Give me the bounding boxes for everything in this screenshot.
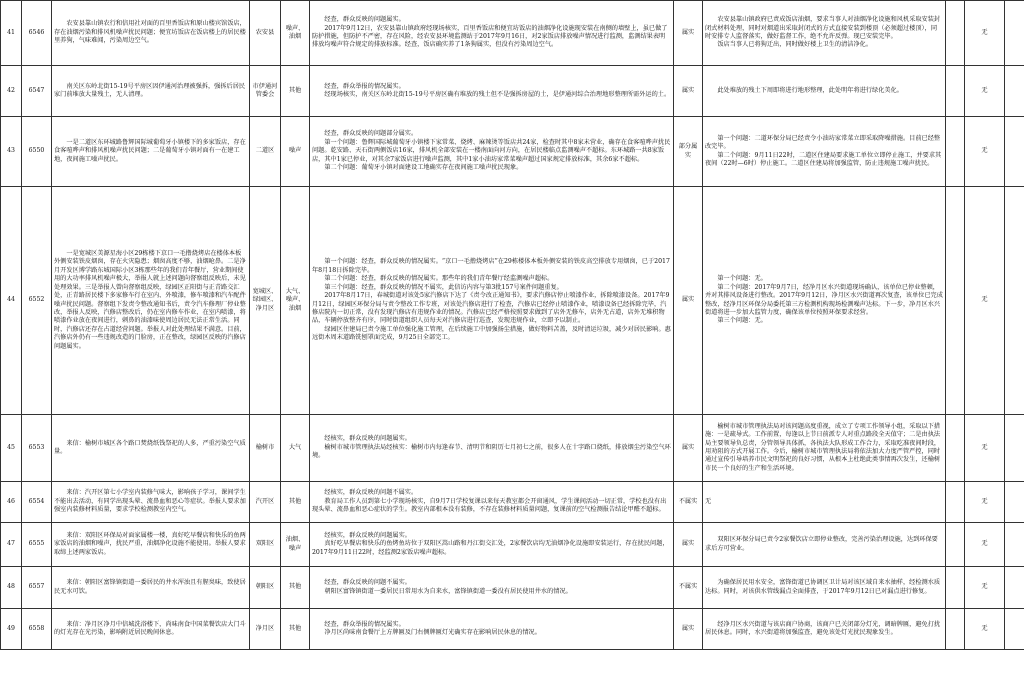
row-number-value: 43 bbox=[7, 147, 15, 155]
blank-column bbox=[946, 567, 965, 609]
row-number-value: 45 bbox=[7, 443, 15, 451]
verification-text bbox=[310, 66, 674, 117]
district bbox=[250, 1, 281, 66]
blank-column-end bbox=[1005, 609, 1024, 650]
verification-text-value: 第一个问题：经查，群众反映的情况属实。“京口一毛撸烧烤店”在29栋楼体本板外侧安装的铁皮高空排放专用烟囱，已于2017年8月18日拆除完毕。 第二个问题：经查，群众反映的情况属实。那些年的我们青年餐厅经监测噪声超标。 第三个问题：经查，群众反映的情况不属实，此信访内容与第3批157号案件问题重复。 2017年8月17日，春城街道对该处5家汽修店下达了《责令改正通知书》，要求汽修店停止喷漆作业，拆除喷漆设备。2017年9月12日，绿园区环保分局与责令整改工作专班，对该处汽修店进行了检查，汽修店已经停止喷漆作业，喷漆设备已经拆除完毕，汽修店院内一切正常，没有发现汽修店有违规作业的情况。汽修店已经严格按照要求做到了店外无修车，店外无占道，店外无堆积物品，车辆停放整齐有序，同时街道组织人员每天对汽修店进行巡查，发现违规作业，立即予以制止。 绿园区住建局已责令施工单位强化施工管理，在后续施工中加强扬尘措施，做好物料苫盖，及时清运垃圾，减少对居民影响。惠远街木周末道路铣刨罩面完成，9月25日全部完工。 bbox=[312, 258, 671, 342]
district-value: 榆树市 bbox=[255, 443, 275, 451]
district-value: 农安县 bbox=[255, 28, 275, 36]
measures-text-value: 无 bbox=[705, 497, 712, 505]
conclusion bbox=[674, 66, 703, 117]
conclusion-value: 属实 bbox=[681, 540, 695, 548]
complaint-text-value: 一是二道区东环城路鲁辉国际城葡萄牙小镇楼下的多家饭店，存在食客喧哗声和排风机噪声扰民问题；二是葡萄牙小镇对面有一在建工地，夜间施工噪声扰民。 bbox=[54, 138, 246, 163]
blank-column-end bbox=[1005, 187, 1024, 415]
table-row bbox=[1, 117, 1024, 187]
conclusion bbox=[674, 187, 703, 415]
district-value: 宽城区、绿园区、净月区 bbox=[252, 287, 278, 312]
remark bbox=[965, 187, 1005, 415]
complaint-text-value: 来信：净月区净月中信城洗浴楼下，尚味南食中国菜餐饮店大门斗的灯光存在光污染，影响附近居民晚间休息。 bbox=[54, 620, 246, 636]
pollution-type-value: 油烟、噪声 bbox=[285, 536, 305, 552]
case-id bbox=[22, 523, 52, 567]
verification-text-value: 经查，群众举报的情况属实。 经现场核实，南关区东岭北街15-19号平房区确有堆放的残土但不是强拆房屋的土，是伊通河综合治理地形整理所需外运的土。 bbox=[324, 82, 671, 98]
row-number-value: 48 bbox=[7, 583, 15, 591]
conclusion bbox=[674, 482, 703, 523]
blank-column bbox=[946, 523, 965, 567]
pollution-type-value: 噪声 bbox=[288, 147, 302, 155]
verification-text-value: 经核实，群众反映的问题属实。 真好吃早餐店和快乐的鱼烤鱼坊位于双阳区嵩山路和丹江街交汇处，2家餐饮店均无油烟净化设施即安装运行，存在扰民问题，2017年9月11日22时，经监测2家饭店噪声超标。 bbox=[312, 531, 669, 556]
remark-value: 无 bbox=[981, 28, 988, 36]
case-id-value: 6555 bbox=[28, 540, 45, 548]
pollution-type bbox=[281, 66, 310, 117]
district bbox=[250, 187, 281, 415]
conclusion bbox=[674, 609, 703, 650]
row-number bbox=[1, 609, 22, 650]
complaint-text-value: 来信：榆树市城区各个路口焚烧纸钱祭祀的人多，严重污染空气质量。 bbox=[54, 439, 246, 455]
conclusion-value: 属实 bbox=[681, 624, 695, 632]
row-number bbox=[1, 523, 22, 567]
complaint-text-value: 来信：双阳区环保局对面家属楼一楼，真好吃早餐店和快乐的鱼两家饭店的油烟和噪声，扰民严重，油烟净化设施不能使用。举报人要求取缔上述两家饭店。 bbox=[54, 531, 246, 556]
table-row bbox=[1, 609, 1024, 650]
measures-text bbox=[703, 523, 946, 567]
pollution-type-value: 大气、噪声、油烟 bbox=[285, 287, 305, 312]
blank-column-end bbox=[1005, 1, 1024, 66]
table-row bbox=[1, 567, 1024, 609]
measures-text-value: 榆树市城市管理执法局对该问题高度重视，成立了专项工作领导小组，采取以下措施：一是疏导式。工作前置，每逢以上节日前派专人对重点路段全天值守；二是由执法局主要领导负总责，分管领导具体抓，各执法大队形成工作合力，采取吃准夜间时段，用劝阻的方式开展工作。今后，榆树市城市管理执法局将依法加大力度严管严控，同时通过宣传引导培养市民文明祭祀的良好习惯，从根本上杜绝此类事情再次发生，还榆树市民一个良好的生产和生活环境。 bbox=[705, 422, 941, 472]
remark-value: 无 bbox=[981, 540, 988, 548]
complaint-text-value: 来信：汽开区第七小学室内装修气味大，影响孩子学习，课间学生不能出去活动，有同学出现头晕、流鼻血和恶心等症状。举报人要求加强室内装修材料质量，要求学校检测教室内空气。 bbox=[54, 489, 246, 514]
measures-text bbox=[703, 567, 946, 609]
table-row bbox=[1, 482, 1024, 523]
measures-text bbox=[703, 187, 946, 415]
remark bbox=[965, 482, 1005, 523]
district-value: 市伊通河管委会 bbox=[252, 82, 278, 98]
verification-text bbox=[310, 567, 674, 609]
case-id bbox=[22, 567, 52, 609]
complaint-text bbox=[52, 609, 250, 650]
pollution-type-value: 其他 bbox=[288, 583, 302, 591]
complaint-text bbox=[52, 117, 250, 187]
district bbox=[250, 482, 281, 523]
district-value: 二道区 bbox=[255, 147, 275, 155]
conclusion-value: 属实 bbox=[681, 86, 695, 94]
remark-value: 无 bbox=[981, 624, 988, 632]
table-row bbox=[1, 415, 1024, 482]
case-id bbox=[22, 187, 52, 415]
remark bbox=[965, 415, 1005, 482]
row-number bbox=[1, 117, 22, 187]
pollution-type bbox=[281, 415, 310, 482]
case-id-value: 6558 bbox=[28, 624, 45, 632]
complaint-text-value: 农安县靠山镇农行和信用社对面的百里香饭店和原山楼宾馆饭店，存在油烟污染和排风机噪声扰民问题；便宜坊饭店在饭店楼上的居民楼里养狗，气味难闻，污染周边空气。 bbox=[54, 20, 246, 45]
row-number-value: 47 bbox=[7, 540, 15, 548]
pollution-type bbox=[281, 567, 310, 609]
complaint-text bbox=[52, 187, 250, 415]
blank-column-end bbox=[1005, 117, 1024, 187]
complaint-text bbox=[52, 1, 250, 66]
measures-text-value: 农安县靠山镇政府已责成饭店油烟，要求当事人对油烟净化设施和风机采取安装封闭式材料处理，同时对烟道出采取封闭式的方式直接安装到楼顶（必须超过楼顶），同时安排专人监督落实，做好监督工作，绝不允许反弹。现已安装完毕。 饭店当事人已将狗迁出，同时做好楼上卫生的清洁净化。 bbox=[705, 16, 941, 49]
row-number-value: 42 bbox=[7, 86, 15, 94]
blank-column bbox=[946, 482, 965, 523]
pollution-type bbox=[281, 1, 310, 66]
district bbox=[250, 567, 281, 609]
district-value: 汽开区 bbox=[255, 497, 275, 505]
pollution-type-value: 噪声、油烟 bbox=[285, 24, 305, 40]
measures-text-value: 为确保居民用水安全，富锋街道已协调区卫计局对该区域自来水抽样，经检测水质达标。同时，对该供水管线漏点全面排查，于2017年9月12日已对漏点进行修复。 bbox=[705, 579, 941, 595]
conclusion-value: 不属实 bbox=[678, 583, 698, 591]
verification-text bbox=[310, 1, 674, 66]
verification-text bbox=[310, 415, 674, 482]
district bbox=[250, 117, 281, 187]
remark-value: 无 bbox=[981, 296, 988, 304]
measures-text-value: 双阳区环保分局已责令2家餐饮店立即停业整改，完善污染治理设施，达到环保要求后方可营业。 bbox=[705, 536, 938, 552]
row-number-value: 46 bbox=[7, 497, 15, 505]
row-number bbox=[1, 482, 22, 523]
district-value: 朝阳区 bbox=[255, 583, 275, 591]
remark-value: 无 bbox=[981, 147, 988, 155]
verification-text-value: 经核实，群众反映的问题不属实。 教育局工作人员到第七小学现场核实，自9月7日学校复课以来每天教室都会开窗通风，学生课间活动一切正常，学校也没有出现头晕、流鼻血和恶心症状的学生。教室内部根本没有装修，不存在装修材料质量问题，复课前的空气检测报告结论甲醛不超标。 bbox=[312, 489, 667, 514]
verification-text-value: 经查，群众反映的问题属实。 2017年9月12日，农安县靠山镇政府经现场核实，百里香饭店和便宜坊饭店的油烟净化设施现安装在南侧的墙壁上，虽已做了防护措施，但防护不严密，存在风险，经农安县环境监测站于2017年9月16日，对2家饭店排放噪声情况进行监测，监测结果表明排放均噪声符合规定的排放标准。经查，饭店确实养了1条狗属实，但没有污染周边空气。 bbox=[312, 16, 668, 49]
measures-text bbox=[703, 609, 946, 650]
remark-value: 无 bbox=[981, 443, 988, 451]
remark-value: 无 bbox=[981, 583, 988, 591]
district bbox=[250, 415, 281, 482]
conclusion-value: 属实 bbox=[681, 28, 695, 36]
verification-text bbox=[310, 609, 674, 650]
blank-column bbox=[946, 1, 965, 66]
measures-text bbox=[703, 482, 946, 523]
measures-text-value: 第一个问题：二道环保分局已经责令小油坊家常菜立即采取降噪措施。目前已经整改完毕。 第二个问题：9月11日22时，二道区住建局要求施工单位立即停止施工，并要求其夜间（22时—6时）停止施工。二道区住建局将加强监管，防止违规施工噪声扰民。 bbox=[705, 134, 942, 167]
complaint-text bbox=[52, 415, 250, 482]
case-id-value: 6547 bbox=[28, 86, 45, 94]
district bbox=[250, 66, 281, 117]
row-number bbox=[1, 187, 22, 415]
case-id bbox=[22, 609, 52, 650]
pollution-type bbox=[281, 117, 310, 187]
verification-text bbox=[310, 187, 674, 415]
row-number-value: 41 bbox=[7, 28, 15, 36]
conclusion bbox=[674, 415, 703, 482]
case-id-value: 6552 bbox=[28, 296, 45, 304]
remark-value: 无 bbox=[981, 86, 988, 94]
remark bbox=[965, 117, 1005, 187]
remark bbox=[965, 523, 1005, 567]
pollution-type-value: 其他 bbox=[288, 624, 302, 632]
complaint-text bbox=[52, 66, 250, 117]
district bbox=[250, 523, 281, 567]
verification-text-value: 经查，群众反映的问题部分属实。 第一个问题：鲁辉国际城葡萄牙小镇楼下家常菜、烧烤、麻辣烫等饭店共24家，检查时其中8家未营业，确存在食客喧哗声扰民问题。乾安路、天石街两侧饭店16家，排风机全部安装在一楼南面向河方向，在居民楼临点监测噪声不超标。东环城路一共8家饭店，其中1家已停业，对其余7家饭店进行噪声监测，其中1家小油坊家常菜噪声超过国家规定排放标准，其余6家不超标。 第二个问题：葡萄牙小镇对面建设工地确实存在夜间施工噪声扰民现象。 bbox=[312, 130, 671, 172]
row-number bbox=[1, 567, 22, 609]
conclusion bbox=[674, 117, 703, 187]
row-number-value: 44 bbox=[7, 296, 15, 304]
blank-column-end bbox=[1005, 66, 1024, 117]
blank-column-end bbox=[1005, 415, 1024, 482]
conclusion-value: 属实 bbox=[681, 296, 695, 304]
remark bbox=[965, 1, 1005, 66]
case-id-value: 6550 bbox=[28, 147, 45, 155]
case-id-value: 6546 bbox=[28, 28, 45, 36]
pollution-type-value: 其他 bbox=[288, 86, 302, 94]
case-id bbox=[22, 1, 52, 66]
conclusion bbox=[674, 523, 703, 567]
complaint-text bbox=[52, 482, 250, 523]
district-value: 净月区 bbox=[255, 624, 275, 632]
verification-text bbox=[310, 523, 674, 567]
blank-column bbox=[946, 415, 965, 482]
measures-text bbox=[703, 66, 946, 117]
complaint-text-value: 南关区东岭北街15-19号平房区因伊通河治理被强拆，强拆后居民家门前堆放大量残土，无人清理。 bbox=[54, 82, 246, 98]
blank-column bbox=[946, 66, 965, 117]
table-row bbox=[1, 523, 1024, 567]
conclusion-value: 部分属实 bbox=[678, 143, 698, 159]
measures-text-value: 此处堆放的残土下周即将进行地形整理，此处明年将进行绿化美化。 bbox=[705, 86, 903, 94]
case-id bbox=[22, 482, 52, 523]
district bbox=[250, 609, 281, 650]
row-number bbox=[1, 66, 22, 117]
complaint-text bbox=[52, 523, 250, 567]
complaint-text-value: 来信：朝阳区富锋镇街道一委居民的井水浑浊且有腥臭味，致使居民无水可饮。 bbox=[54, 579, 246, 595]
verification-text-value: 经查，群众反映的问题不属实。 朝阳区富锋镇街道一委居民日常用水为自来水，富锋镇街道一委没有居民使用井水的情况。 bbox=[324, 579, 572, 595]
blank-column bbox=[946, 187, 965, 415]
measures-text bbox=[703, 1, 946, 66]
remark-value: 无 bbox=[981, 497, 988, 505]
case-id-value: 6554 bbox=[28, 497, 45, 505]
blank-column-end bbox=[1005, 482, 1024, 523]
verification-text-value: 经查，群众举报的情况属实。 净月区尚味南食餐厅上方牌匾及门右侧牌匾灯光确实存在影响居民休息的情况。 bbox=[324, 620, 541, 636]
blank-column bbox=[946, 609, 965, 650]
blank-column-end bbox=[1005, 523, 1024, 567]
remark bbox=[965, 567, 1005, 609]
pollution-type-value: 其他 bbox=[288, 497, 302, 505]
complaint-text-value: 一是宽城区美源星海小区29栋楼下京口一毛撸烧烤店在楼体本板外侧安装铁皮烟囱，存在火灾隐患；烟囱高度不够，油烟呛鼻。二是净月开发区博学路东城国际小区3栋那些年的我们青年餐厅，营业期间使用的大功率排风机噪声极大，举报人就上述问题向督察组反映后，未见处理效果。三是举报人曾向督察组反映，绿园区正阳街与正青路交汇处，正青路居民楼下多家修车行在室内、外喷漆，修车喷漆和汽车配件噪声扰民问题。督察组下发责令整改通知书后，责令汽车修理厂停业整改，举报人反映，汽修店整改后，仍在室内修车作业，在室内喷漆，将喷漆作业放在夜间进行，刺鼻的油漆味使周边居民无法正常生活。同时，汽修店还存在占道经营问题。举报人对此处理结果不满意。目前，汽修店外仍有一些违规改造的门脸房，正在整改，绿园区反映的汽修店问题属实。 bbox=[54, 250, 246, 350]
district-value: 双阳区 bbox=[255, 540, 275, 548]
conclusion bbox=[674, 567, 703, 609]
table-row bbox=[1, 1, 1024, 66]
case-id-value: 6557 bbox=[28, 583, 45, 591]
case-id-value: 6553 bbox=[28, 443, 45, 451]
conclusion-value: 属实 bbox=[681, 443, 695, 451]
conclusion-value: 不属实 bbox=[678, 497, 698, 505]
case-id bbox=[22, 117, 52, 187]
measures-text-value: 经净月区水兴街道与该店商户协商，该商户已关闭部分灯光，调暗牌匾，避免打扰居民休息。同时，水兴街道将加强监查，避免该处灯光扰民现象发生。 bbox=[705, 620, 941, 636]
verification-text bbox=[310, 482, 674, 523]
conclusion bbox=[674, 1, 703, 66]
verification-text bbox=[310, 117, 674, 187]
complaint-text bbox=[52, 567, 250, 609]
measures-text bbox=[703, 415, 946, 482]
blank-column-end bbox=[1005, 567, 1024, 609]
remark bbox=[965, 66, 1005, 117]
measures-text bbox=[703, 117, 946, 187]
pollution-type bbox=[281, 482, 310, 523]
measures-text-value: 第一个问题：无。 第二个问题：2017年9月7日，经净月区水兴街道现场确认，该单位已停业整顿，并对其排风设备进行整改。2017年9月12日，净月区水兴街道再次复查，该单位已完成整改，经净月区环保分局委托第三方检测机构现场检测噪声达标。下一步，净月区水兴街道将进一步加大监管力度，确保该单位按照环保要求经营。 第三个问题：无。 bbox=[705, 275, 943, 325]
row-number bbox=[1, 415, 22, 482]
pollution-type bbox=[281, 609, 310, 650]
row-number-value: 49 bbox=[7, 624, 15, 632]
pollution-type-value: 大气 bbox=[288, 443, 302, 451]
table-row bbox=[1, 66, 1024, 117]
row-number bbox=[1, 1, 22, 66]
verification-text-value: 经核实，群众反映的问题属实。 榆树市城市管理执法局经核实：榆树市内每逢春节、清明节和阴历七月初七之前，很多人在十字路口烧纸，排放烟尘污染空气环境。 bbox=[312, 435, 671, 460]
remark bbox=[965, 609, 1005, 650]
blank-column bbox=[946, 117, 965, 187]
case-id bbox=[22, 66, 52, 117]
table-row bbox=[1, 187, 1024, 415]
case-id bbox=[22, 415, 52, 482]
pollution-type bbox=[281, 187, 310, 415]
pollution-type bbox=[281, 523, 310, 567]
